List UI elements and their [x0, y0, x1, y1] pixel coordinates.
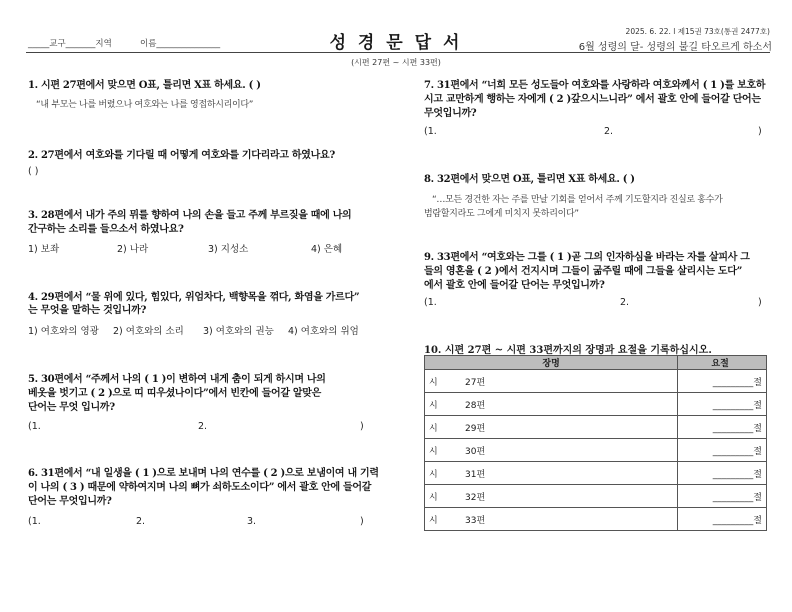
question-4-option-2[interactable]: 2) 여호와의 소리: [113, 326, 184, 337]
question-7-title-line1: 7. 31편에서 “너희 모든 성도들아 여호와를 사랑하라 여호와께서 ( 1 )를 보호하: [424, 80, 766, 91]
table-row: [425, 485, 767, 508]
book-cell: 시: [429, 400, 438, 411]
question-9-title-line3: 에서 괄호 안에 들어갈 단어는 무엇입니까?: [424, 280, 605, 291]
book-cell: 시: [429, 377, 438, 388]
question-3-option-4[interactable]: 4) 은혜: [311, 244, 343, 255]
question-5-title-line2: 베옷을 벗기고 ( 2 )으로 띠 띠우셨나이다”에서 빈칸에 들어갈 알맞은: [28, 388, 321, 399]
book-cell: 시: [429, 469, 438, 480]
table-row: [425, 370, 767, 393]
question-6-title-line1: 6. 31편에서 “내 일생을 ( 1 )으로 보내며 나의 연수를 ( 2 )으로 보냄이여 내 기력: [28, 468, 379, 479]
verse-field[interactable]: _________절: [678, 462, 767, 485]
verse-field[interactable]: _________절: [678, 370, 767, 393]
book-cell: 시: [429, 515, 438, 526]
question-1-quote: “내 부모는 나를 버렸으나 여호와는 나를 영접하시리이다”: [36, 100, 254, 110]
verse-field[interactable]: _________절: [678, 508, 767, 531]
monthly-theme: 6월 성령의 달- 성령의 불길 타오르게 하소서: [578, 42, 772, 53]
name-field[interactable]: 이름_______________: [140, 39, 221, 49]
question-8-title: 8. 32편에서 맞으면 O표, 틀리면 X표 하세요. ( ): [424, 174, 635, 185]
chapter-cell: 28편: [465, 400, 486, 411]
column-header-verse: 요절: [678, 356, 767, 370]
question-6-blank-1[interactable]: (1.: [28, 516, 41, 527]
question-7-blank-2[interactable]: 2.: [604, 126, 614, 137]
question-3-option-2[interactable]: 2) 나라: [117, 244, 149, 255]
question-6-title-line2: 이 나의 ( 3 ) 때문에 약하여지며 나의 뼈가 쇠하도소이다” 에서 괄호 안에 들어갈: [28, 482, 372, 493]
book-cell: 시: [429, 423, 438, 434]
book-cell: 시: [429, 446, 438, 457]
table-row: [425, 439, 767, 462]
question-5-blank-1[interactable]: (1.: [28, 421, 41, 432]
scripture-scope: (시편 27편 ~ 시편 33편): [351, 58, 441, 67]
table-row: [425, 393, 767, 416]
question-9-blank-2[interactable]: 2.: [620, 297, 630, 308]
question-2-answer[interactable]: ( ): [28, 166, 39, 177]
question-9-title-line2: 들의 영혼을 ( 2 )에서 건지시며 그들이 굶주릴 때에 그들을 살리시는 도다”: [424, 266, 743, 277]
question-10-title: 10. 시편 27편 ~ 시편 33편까지의 장명과 요절을 기록하십시오.: [424, 345, 712, 356]
question-4-option-3[interactable]: 3) 여호와의 권능: [203, 326, 274, 337]
question-5-title-line1: 5. 30편에서 “주께서 나의 ( 1 )이 변하여 내게 춤이 되게 하시며 나의: [28, 374, 326, 385]
question-6-blank-2[interactable]: 2.: [136, 516, 146, 527]
question-8-quote-line2: 범람할지라도 그에게 미치지 못하리이다”: [424, 209, 579, 219]
question-4-title-line2: 는 무엇을 말하는 것입니까?: [28, 305, 147, 316]
verse-field[interactable]: _________절: [678, 393, 767, 416]
table-row: [425, 416, 767, 439]
question-7-blank-close: ): [758, 126, 762, 137]
page-title: 성 경 문 답 서: [329, 33, 463, 53]
table-row: [425, 462, 767, 485]
question-8-quote-line1: “…모든 경건한 자는 주를 만날 기회를 얻어서 주께 기도할지라 진실로 홍수가: [432, 195, 723, 205]
table-row: [425, 508, 767, 531]
question-7-blank-1[interactable]: (1.: [424, 126, 437, 137]
chapter-cell: 33편: [465, 515, 486, 526]
question-5-title-line3: 단어는 무엇 입니까?: [28, 402, 115, 413]
question-1-title: 1. 시편 27편에서 맞으면 O표, 틀리면 X표 하세요. ( ): [28, 80, 261, 91]
question-9-title-line1: 9. 33편에서 “여호와는 그를 ( 1 )곧 그의 인자하심을 바라는 자를 살피사 그: [424, 252, 750, 263]
book-cell: 시: [429, 492, 438, 503]
header-divider: [26, 52, 770, 53]
question-4-option-4[interactable]: 4) 여호와의 위엄: [288, 326, 359, 337]
question-5-blank-close: ): [360, 421, 364, 432]
chapter-cell: 30편: [465, 446, 486, 457]
question-7-title-line3: 무엇입니까?: [424, 108, 477, 119]
question-6-blank-close: ): [360, 516, 364, 527]
question-9-blank-1[interactable]: (1.: [424, 297, 437, 308]
verse-field[interactable]: _________절: [678, 416, 767, 439]
question-3-title-line1: 3. 28편에서 내가 주의 뮈를 향하여 나의 손을 들고 주께 부르짖을 때에 나의: [28, 210, 352, 221]
column-header-chapter: 장명: [425, 356, 678, 370]
verse-field[interactable]: _________절: [678, 439, 767, 462]
question-6-blank-3[interactable]: 3.: [247, 516, 257, 527]
question-6-title-line3: 단어는 무엇입니까?: [28, 496, 112, 507]
region-field[interactable]: _____교구_______지역: [28, 39, 112, 49]
verse-field[interactable]: _________절: [678, 485, 767, 508]
question-7-title-line2: 시고 교만하게 행하는 자에게 ( 2 )갚으시느니라” 에서 괄호 안에 들어갈 단어는: [424, 94, 761, 105]
question-4-option-1[interactable]: 1) 여호와의 영광: [28, 326, 99, 337]
question-3-option-1[interactable]: 1) 보좌: [28, 244, 60, 255]
question-3-title-line2: 간구하는 소리를 들으소서 하였나요?: [28, 224, 184, 235]
issue-info: 2025. 6. 22. l 제15권 73호(통권 2477호): [625, 27, 770, 36]
chapter-cell: 31편: [465, 469, 486, 480]
chapter-cell: 32편: [465, 492, 486, 503]
chapter-verse-table: [424, 355, 767, 531]
chapter-cell: 29편: [465, 423, 486, 434]
chapter-cell: 27편: [465, 377, 486, 388]
question-9-blank-close: ): [758, 297, 762, 308]
question-3-option-3[interactable]: 3) 지성소: [208, 244, 249, 255]
question-5-blank-2[interactable]: 2.: [198, 421, 208, 432]
question-4-title-line1: 4. 29편에서 “물 위에 있다, 힘있다, 위엄차다, 백향목을 꺾다, 화염을 가르다”: [28, 292, 360, 303]
question-2-title: 2. 27편에서 여호와를 기다릴 때 어떻게 여호와를 기다리라고 하였나요?: [28, 150, 335, 161]
